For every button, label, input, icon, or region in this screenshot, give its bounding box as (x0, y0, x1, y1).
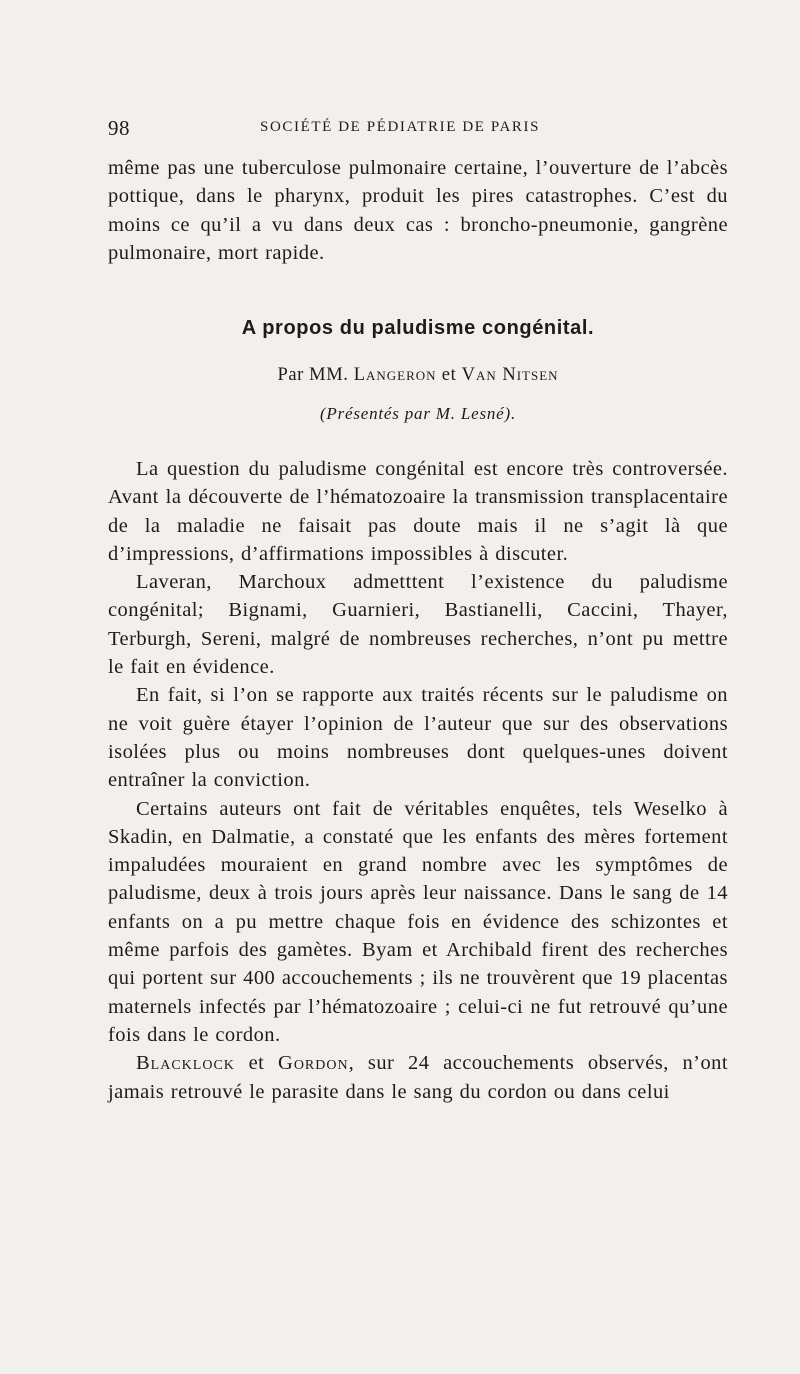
article-body (108, 455, 728, 1106)
article-title: A propos du paludisme congénital. (241, 317, 595, 339)
paragraph-text: , sur 24 accouchements observés, n’ont jamais retrouvé le parasite dans le sang du cordon ou dans celui (108, 1052, 728, 1103)
running-head (108, 116, 728, 142)
author-name: Langeron (353, 365, 437, 385)
journal-title: SOCIÉTÉ DE PÉDIATRIE DE PARIS (260, 119, 541, 135)
author-name: Van Nitsen (461, 365, 559, 385)
joiner: et (248, 1052, 265, 1075)
intro-text (108, 154, 728, 267)
body-paragraph: La question du paludisme congénital est encore très controversée. Avant la découverte de l’hématozoaire la transmission transplacentaire de la maladie ne faisait pas doute mais il ne s’agit là que d’impressions, d’affirmations impossibles à discuter. (108, 458, 728, 565)
body-paragraph-final (108, 1049, 728, 1106)
intro-paragraph: même pas une tuberculose pulmonaire certaine, l’ouverture de l’abcès pottique, dans le pharynx, produit les pires catastrophes. C’est du moins ce qu’il a vu dans deux cas : broncho-pneumonie, gangrène pulmonaire, mort rapide. (108, 157, 728, 264)
body-paragraph: Laveran, Marchoux admetttent l’existence du paludisme congénital; Bignami, Guarnieri, Bastianelli, Caccini, Thayer, Terburgh, Sereni, malgré de nombreuses recherches, n’ont pu mettre le fait en évidence. (108, 571, 728, 679)
author-name: Gordon (278, 1052, 349, 1075)
authors-joiner: et (441, 365, 457, 385)
article-presenter: (Présentés par M. Lesné). (319, 404, 517, 423)
page-number: 98 (108, 116, 130, 140)
body-paragraph: En fait, si l’on se rapporte aux traités récents sur le paludisme on ne voit guère étayer l’opinion de l’auteur que sur des observations isolées plus ou moins nombreuses dont quelques-unes doivent entraîner la conviction. (108, 684, 728, 792)
author-name: Blacklock (136, 1052, 235, 1075)
article-authors (108, 365, 728, 386)
body-paragraph: Certains auteurs ont fait de véritables enquêtes, tels Weselko à Skadin, en Dalmatie, a constaté que les enfants des mères fortement impaludées mouraient en grand nombre avec les symptômes de paludisme, deux à trois jours après leur naissance. Dans le sang de 14 enfants on a pu mettre chaque fois en évidence des schizontes et même parfois des gamètes. Byam et Archibald firent des recherches qui portent sur 400 accouchements ; ils ne trouvèrent que 19 placentas maternels infectés par l’hématozoaire ; celui-ci ne fut retrouvé qu’une fois dans le cordon. (108, 797, 728, 1046)
authors-prefix: Par MM. (277, 365, 349, 385)
